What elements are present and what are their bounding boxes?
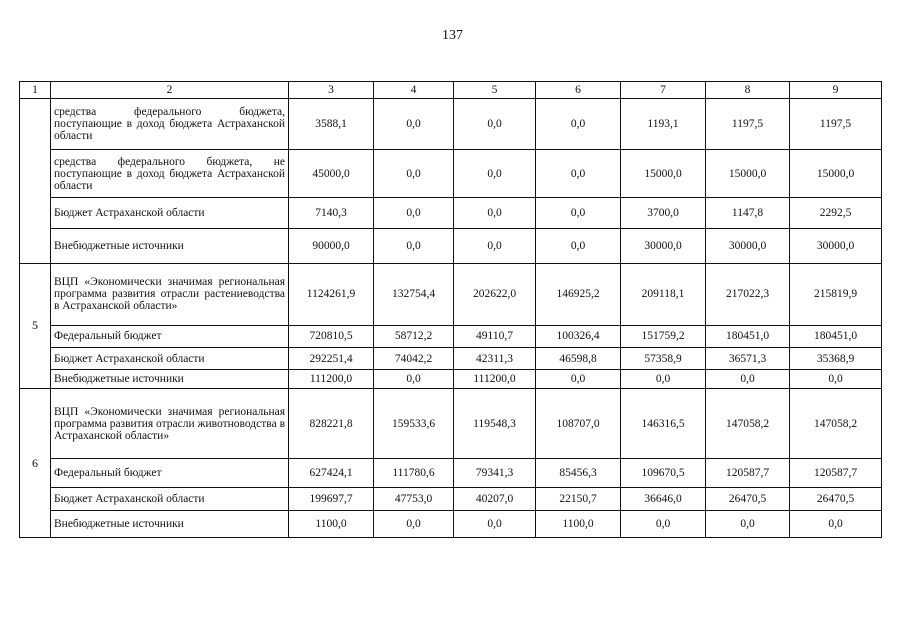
table-row — [20, 488, 882, 511]
value-cell: 146316,5 — [621, 389, 706, 459]
header-cell: 4 — [374, 82, 454, 99]
value-cell: 0,0 — [536, 370, 621, 389]
table-row — [20, 228, 882, 263]
value-cell: 30000,0 — [790, 228, 882, 263]
value-cell: 215819,9 — [790, 263, 882, 325]
value-cell: 209118,1 — [621, 263, 706, 325]
value-cell: 0,0 — [374, 197, 454, 228]
value-cell: 120587,7 — [706, 459, 790, 488]
value-cell: 0,0 — [706, 511, 790, 538]
row-label: ВЦП «Экономически значимая региональная программа развития отрасли растениеводства в Астраханской области» — [51, 263, 289, 325]
value-cell: 0,0 — [536, 98, 621, 150]
value-cell: 0,0 — [454, 228, 536, 263]
row-label: Бюджет Астраханской области — [51, 488, 289, 511]
value-cell: 58712,2 — [374, 325, 454, 347]
value-cell: 0,0 — [374, 98, 454, 150]
row-label: Федеральный бюджет — [51, 325, 289, 347]
value-cell: 15000,0 — [790, 150, 882, 198]
value-cell: 0,0 — [374, 511, 454, 538]
value-cell: 0,0 — [621, 511, 706, 538]
value-cell: 111200,0 — [289, 370, 374, 389]
value-cell: 132754,4 — [374, 263, 454, 325]
value-cell: 202622,0 — [454, 263, 536, 325]
value-cell: 180451,0 — [790, 325, 882, 347]
value-cell: 26470,5 — [706, 488, 790, 511]
value-cell: 57358,9 — [621, 347, 706, 370]
value-cell: 35368,9 — [790, 347, 882, 370]
value-cell: 0,0 — [621, 370, 706, 389]
value-cell: 720810,5 — [289, 325, 374, 347]
value-cell: 90000,0 — [289, 228, 374, 263]
row-label: Бюджет Астраханской области — [51, 197, 289, 228]
value-cell: 0,0 — [454, 150, 536, 198]
value-cell: 292251,4 — [289, 347, 374, 370]
table-row — [20, 389, 882, 459]
value-cell: 1147,8 — [706, 197, 790, 228]
value-cell: 0,0 — [374, 370, 454, 389]
value-cell: 1124261,9 — [289, 263, 374, 325]
value-cell: 199697,7 — [289, 488, 374, 511]
value-cell: 108707,0 — [536, 389, 621, 459]
value-cell: 1100,0 — [536, 511, 621, 538]
value-cell: 1197,5 — [706, 98, 790, 150]
value-cell: 146925,2 — [536, 263, 621, 325]
value-cell: 74042,2 — [374, 347, 454, 370]
value-cell: 7140,3 — [289, 197, 374, 228]
table-row — [20, 511, 882, 538]
value-cell: 30000,0 — [706, 228, 790, 263]
value-cell: 180451,0 — [706, 325, 790, 347]
table-row — [20, 459, 882, 488]
value-cell: 40207,0 — [454, 488, 536, 511]
row-index: 5 — [20, 263, 51, 388]
row-label: ВЦП «Экономически значимая региональная программа развития отрасли животноводства в Астраханской области» — [51, 389, 289, 459]
value-cell: 1193,1 — [621, 98, 706, 150]
value-cell: 0,0 — [536, 228, 621, 263]
value-cell: 111780,6 — [374, 459, 454, 488]
value-cell: 36571,3 — [706, 347, 790, 370]
table-row — [20, 197, 882, 228]
value-cell: 627424,1 — [289, 459, 374, 488]
value-cell: 0,0 — [374, 150, 454, 198]
header-cell: 1 — [20, 82, 51, 99]
value-cell: 0,0 — [454, 511, 536, 538]
value-cell: 147058,2 — [790, 389, 882, 459]
budget-table — [19, 81, 882, 538]
header-cell: 6 — [536, 82, 621, 99]
value-cell: 151759,2 — [621, 325, 706, 347]
table-row — [20, 370, 882, 389]
value-cell: 120587,7 — [790, 459, 882, 488]
row-label: средства федерального бюджета, не поступающие в доход бюджета Астраханской области — [51, 150, 289, 198]
header-cell: 9 — [790, 82, 882, 99]
value-cell: 111200,0 — [454, 370, 536, 389]
row-label: Федеральный бюджет — [51, 459, 289, 488]
value-cell: 109670,5 — [621, 459, 706, 488]
row-label: Внебюджетные источники — [51, 511, 289, 538]
value-cell: 26470,5 — [790, 488, 882, 511]
header-cell: 7 — [621, 82, 706, 99]
value-cell: 159533,6 — [374, 389, 454, 459]
row-label: Бюджет Астраханской области — [51, 347, 289, 370]
value-cell: 100326,4 — [536, 325, 621, 347]
value-cell: 0,0 — [706, 370, 790, 389]
row-index — [20, 98, 51, 263]
value-cell: 147058,2 — [706, 389, 790, 459]
table-row — [20, 263, 882, 325]
value-cell: 15000,0 — [621, 150, 706, 198]
value-cell: 0,0 — [454, 197, 536, 228]
table-row — [20, 347, 882, 370]
value-cell: 46598,8 — [536, 347, 621, 370]
value-cell: 0,0 — [790, 511, 882, 538]
table-row — [20, 98, 882, 150]
value-cell: 22150,7 — [536, 488, 621, 511]
value-cell: 3700,0 — [621, 197, 706, 228]
value-cell: 0,0 — [536, 150, 621, 198]
value-cell: 0,0 — [454, 98, 536, 150]
value-cell: 828221,8 — [289, 389, 374, 459]
value-cell: 36646,0 — [621, 488, 706, 511]
value-cell: 45000,0 — [289, 150, 374, 198]
header-row — [20, 82, 882, 99]
header-cell: 3 — [289, 82, 374, 99]
value-cell: 47753,0 — [374, 488, 454, 511]
value-cell: 30000,0 — [621, 228, 706, 263]
value-cell: 0,0 — [536, 197, 621, 228]
value-cell: 3588,1 — [289, 98, 374, 150]
value-cell: 0,0 — [374, 228, 454, 263]
table-row — [20, 325, 882, 347]
value-cell: 42311,3 — [454, 347, 536, 370]
header-cell: 8 — [706, 82, 790, 99]
page-number: 137 — [442, 28, 463, 43]
value-cell: 79341,3 — [454, 459, 536, 488]
value-cell: 0,0 — [790, 370, 882, 389]
row-label: Внебюджетные источники — [51, 370, 289, 389]
row-label: средства федерального бюджета, поступающие в доход бюджета Астраханской области — [51, 98, 289, 150]
value-cell: 119548,3 — [454, 389, 536, 459]
value-cell: 1197,5 — [790, 98, 882, 150]
value-cell: 85456,3 — [536, 459, 621, 488]
row-label: Внебюджетные источники — [51, 228, 289, 263]
row-index: 6 — [20, 389, 51, 538]
table-row — [20, 150, 882, 198]
header-cell: 2 — [51, 82, 289, 99]
value-cell: 217022,3 — [706, 263, 790, 325]
value-cell: 2292,5 — [790, 197, 882, 228]
header-cell: 5 — [454, 82, 536, 99]
value-cell: 1100,0 — [289, 511, 374, 538]
value-cell: 49110,7 — [454, 325, 536, 347]
value-cell: 15000,0 — [706, 150, 790, 198]
